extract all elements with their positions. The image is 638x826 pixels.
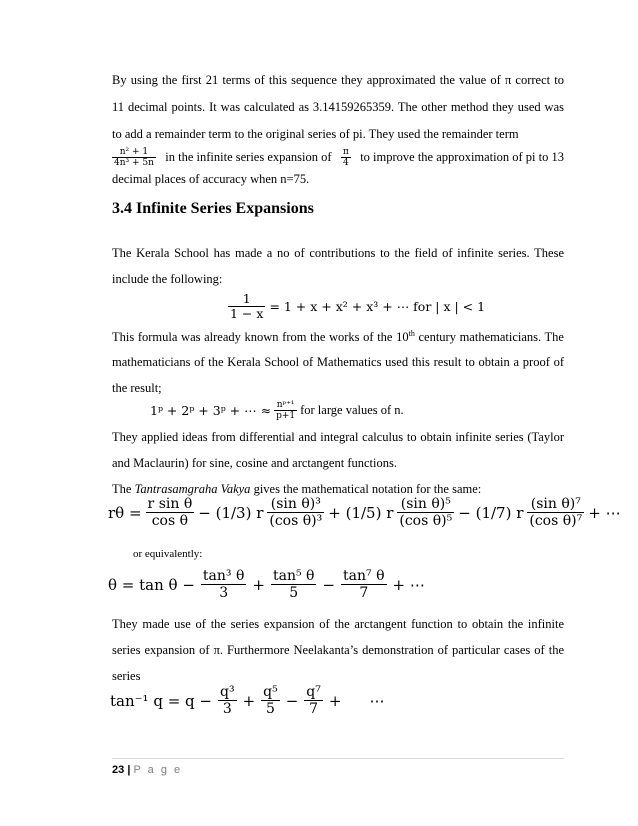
intro-line-4	[112, 147, 564, 169]
intro-line-1: By using the first 21 terms of this sequence they approximated the value of π correct to	[112, 73, 564, 87]
r-theta-term-2-den: (cos θ)³	[269, 513, 323, 530]
arctan-term-2-den: 5	[265, 701, 275, 718]
theta-lhs: θ = tan θ −	[108, 575, 195, 594]
r-theta-term-3	[397, 496, 454, 529]
geometric-denominator: 1 − x	[230, 306, 264, 322]
arctan-term-2-num: q⁵	[263, 684, 278, 700]
theta-term-1	[201, 568, 246, 601]
pi-over-4-numerator: π	[342, 147, 349, 157]
arctan-tail: ⋯	[369, 691, 385, 710]
power-sum-denominator: p+1	[276, 411, 296, 422]
arctan-line-1: They made use of the series expansion of the arctangent function to obtain the infinite	[112, 617, 564, 631]
r-theta-term-2	[267, 496, 324, 529]
r-theta-equation	[108, 496, 621, 529]
remainder-term-numerator: n² + 1	[112, 147, 156, 158]
kerala-line-2: include the following:	[112, 272, 223, 286]
r-theta-term-4	[527, 496, 584, 529]
tenth-century-line-1-post: century mathematicians. The	[414, 330, 564, 345]
power-sum-fraction	[274, 400, 297, 422]
tenth-century-line-1	[112, 329, 564, 345]
tantra-title: Tantrasamgraha Vakya	[134, 482, 251, 496]
page-label: P a g e	[133, 764, 183, 776]
arctan-lhs: tan⁻¹ q = q −	[110, 691, 212, 710]
equivalently-label: or equivalently:	[133, 548, 203, 560]
theta-op-3: −	[322, 575, 336, 594]
page-number: 23	[112, 764, 125, 776]
intro-line-2: 11 decimal points. It was calculated as 3.14159265359. The other method they used was	[112, 100, 564, 114]
arctan-op-4: +	[328, 691, 342, 710]
geometric-numerator: 1	[228, 292, 265, 307]
r-theta-lhs: rθ =	[108, 503, 142, 522]
arctan-term-3-num: q⁷	[306, 684, 321, 700]
footer-rule	[112, 758, 564, 759]
pi-over-4-fraction	[341, 147, 351, 169]
arctan-equation	[110, 684, 384, 717]
remainder-term-fraction	[112, 147, 156, 169]
footer-separator: |	[127, 764, 131, 776]
intro-line-4-end: to improve the approximation of pi to 13	[360, 150, 564, 165]
theta-op-2: +	[252, 575, 265, 594]
r-theta-coef-4: − (1/7) r	[458, 503, 524, 522]
tantra-line	[112, 482, 564, 497]
theta-term-3	[341, 568, 386, 601]
pi-over-4-denominator: 4	[343, 158, 349, 169]
theta-tail: + ⋯	[392, 575, 425, 594]
arctan-line-2: series expansion of π. Furthermore Neelakanta’s demonstration of particular cases of the	[112, 643, 564, 657]
section-heading: 3.4 Infinite Series Expansions	[112, 200, 314, 217]
calculus-line-2: and Maclaurin) for sine, cosine and arctangent functions.	[112, 456, 397, 470]
r-theta-term-3-num: (sin θ)⁵	[397, 496, 454, 513]
tenth-century-line-1-pre: This formula was already known from the works of the 10	[112, 330, 409, 345]
r-theta-term-3-den: (cos θ)⁵	[399, 513, 453, 530]
geometric-rhs: = 1 + x + x² + x³ + ⋯ for | x | < 1	[269, 299, 486, 315]
arctan-term-2	[261, 684, 280, 717]
arctan-term-3	[304, 684, 323, 717]
arctan-term-1	[218, 684, 237, 717]
geometric-series-equation	[228, 292, 485, 322]
theta-term-1-den: 3	[219, 585, 229, 602]
theta-term-3-num: tan⁷ θ	[343, 568, 385, 584]
intro-line-5: decimal places of accuracy when n=75.	[112, 172, 310, 186]
r-theta-term-4-den: (cos θ)⁷	[529, 513, 583, 530]
tantra-post: gives the mathematical notation for the same:	[250, 482, 482, 496]
r-theta-term-1	[146, 496, 195, 529]
theta-term-1-num: tan³ θ	[202, 568, 245, 584]
power-sum-tail: for large values of n.	[300, 403, 404, 418]
page-footer	[112, 764, 182, 776]
theta-term-2-den: 5	[289, 585, 299, 602]
arctan-term-3-den: 7	[309, 701, 319, 718]
arctan-line-3: series	[112, 669, 141, 683]
r-theta-tail: + ⋯	[588, 503, 621, 522]
power-sum-equation	[150, 400, 404, 422]
tenth-century-superscript: th	[408, 329, 415, 338]
power-sum-numerator: nᵖ⁺¹	[274, 400, 297, 411]
remainder-term-denominator: 4n³ + 5n	[114, 158, 154, 169]
intro-line-3: to add a remainder term to the original series of pi. They used the remainder term	[112, 127, 519, 141]
kerala-line-1: The Kerala School has made a no of contributions to the field of infinite series. These	[112, 246, 564, 260]
r-theta-coef-2: − (1/3) r	[198, 503, 264, 522]
arctan-term-1-den: 3	[222, 701, 232, 718]
theta-equation	[108, 568, 425, 601]
tenth-century-line-2: mathematicians of the Kerala School of Mathematics used this result to obtain a proof of	[112, 355, 564, 369]
r-theta-term-1-num: r sin θ	[147, 496, 193, 512]
arctan-op-2: +	[242, 691, 256, 710]
intro-line-4-mid: in the infinite series expansion of	[165, 150, 332, 165]
r-theta-term-2-num: (sin θ)³	[267, 496, 324, 513]
r-theta-term-4-num: (sin θ)⁷	[527, 496, 584, 513]
theta-term-2-num: tan⁵ θ	[272, 568, 315, 584]
r-theta-term-1-den: cos θ	[151, 513, 189, 530]
theta-term-3-den: 7	[359, 585, 369, 602]
r-theta-coef-3: + (1/5) r	[328, 503, 394, 522]
arctan-term-1-num: q³	[219, 684, 235, 700]
tenth-century-line-3: the result;	[112, 381, 162, 395]
power-sum-lhs: 1ᵖ + 2ᵖ + 3ᵖ + ⋯ ≈	[150, 403, 272, 419]
calculus-line-1: They applied ideas from differential and integral calculus to obtain infinite series (Taylor	[112, 430, 564, 444]
arctan-op-3: −	[285, 691, 299, 710]
theta-term-2	[271, 568, 316, 601]
tantra-pre: The	[112, 482, 135, 496]
geometric-fraction	[228, 292, 265, 322]
